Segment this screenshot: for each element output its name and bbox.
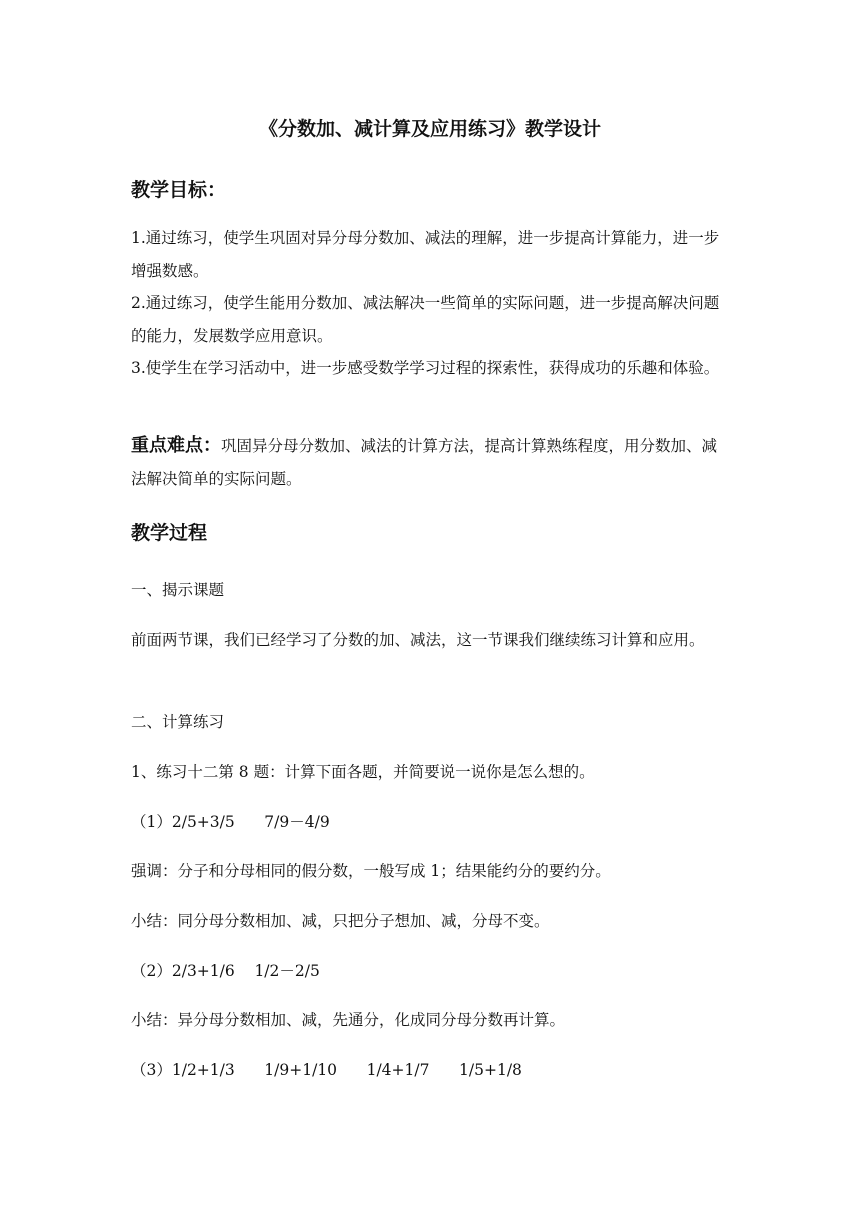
- section1-heading: 一、揭示课题: [131, 581, 225, 599]
- exercise-line: （3）1/2+1/3 1/9+1/10 1/4+1/7 1/5+1/8: [131, 1061, 522, 1079]
- key-points-text: 巩固异分母分数加、减法的计算方法，提高计算熟练程度，用分数加、减法解决简单的实际问题。: [131, 437, 718, 488]
- key-points-label: 重点难点：: [131, 435, 221, 456]
- goal-item-2: 2.通过练习，使学生能用分数加、减法解决一些简单的实际问题，进一步提高解决问题的能力，发展数学应用意识。: [131, 294, 720, 345]
- exercise-line: 强调：分子和分母相同的假分数，一般写成 1；结果能约分的要约分。: [131, 862, 611, 880]
- section2-heading: 二、计算练习: [131, 713, 225, 731]
- goals-heading: 教学目标：: [131, 179, 227, 201]
- process-heading: 教学过程: [131, 522, 208, 544]
- goal-item-1: 1.通过练习，使学生巩固对异分母分数加、减法的理解，进一步提高计算能力，进一步增强数感。: [131, 229, 720, 280]
- exercise-line: 1、练习十二第 8 题：计算下面各题，并简要说一说你是怎么想的。: [131, 763, 595, 781]
- exercise-line: 小结：异分母分数相加、减，先通分，化成同分母分数再计算。: [131, 1011, 566, 1029]
- goal-item-3: 3.使学生在学习活动中，进一步感受数学学习过程的探索性，获得成功的乐趣和体验。: [131, 359, 720, 377]
- exercise-line: 小结：同分母分数相加、减，只把分子想加、减，分母不变。: [131, 912, 550, 930]
- document-title: 《分数加、减计算及应用练习》教学设计: [258, 118, 601, 140]
- section1-text: 前面两节课，我们已经学习了分数的加、减法，这一节课我们继续练习计算和应用。: [131, 631, 705, 649]
- key-points-paragraph: [131, 429, 731, 496]
- exercise-line: （1）2/5+3/5 7/9－4/9: [131, 813, 330, 831]
- exercise-line: （2）2/3+1/6 1/2－2/5: [131, 962, 320, 980]
